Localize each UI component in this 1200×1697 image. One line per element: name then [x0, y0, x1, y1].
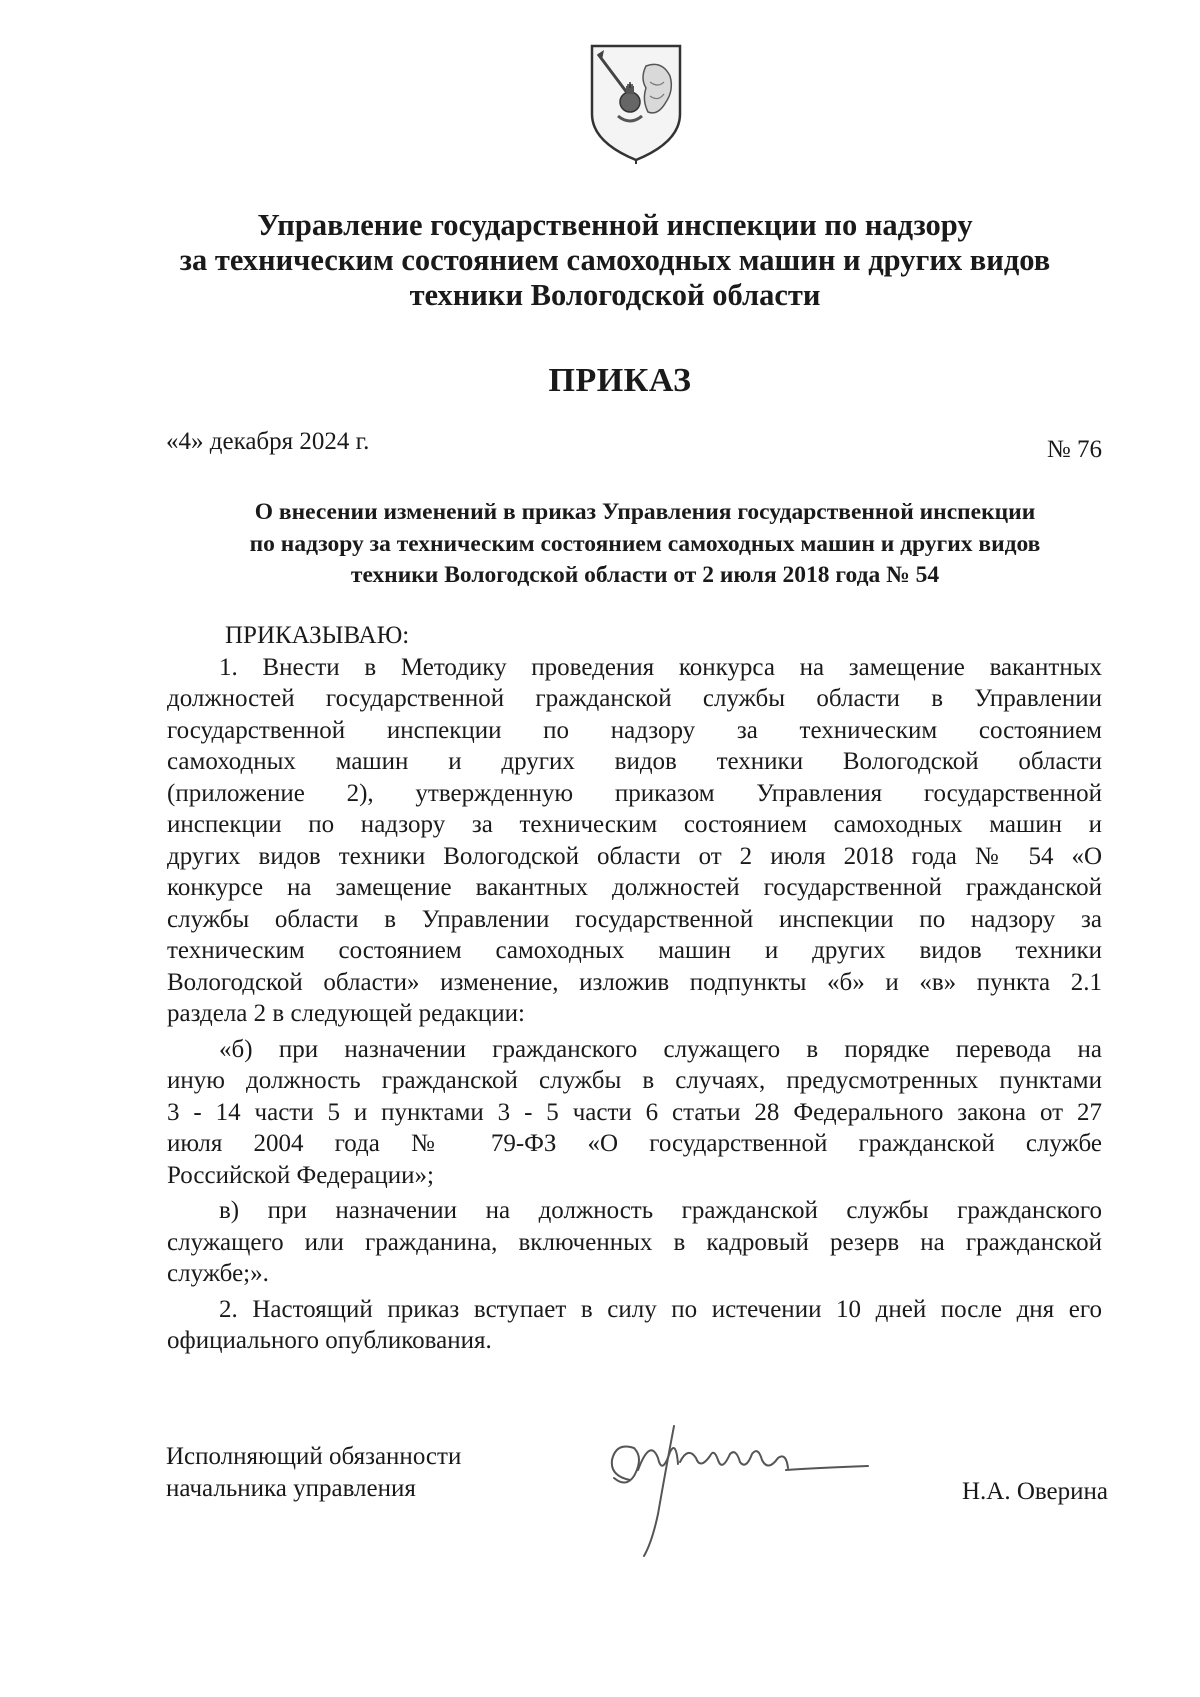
- item1-line: службы области в Управлении государственной инспекции по надзору за: [167, 905, 1102, 933]
- document-number: № 76: [1046, 436, 1102, 463]
- sub-v-line: в) при назначении на должность гражданской службы гражданского: [219, 1197, 1102, 1224]
- item1-line: раздела 2 в следующей редакции:: [167, 1000, 525, 1027]
- subject-line: по надзору за техническим состоянием самоходных машин и других видов: [249, 530, 1041, 557]
- item1-line: других видов техники Вологодской области от 2 июля 2018 года № 54 «О: [167, 842, 1102, 870]
- subject-line: О внесении изменений в приказ Управления государственной инспекции: [254, 499, 1036, 525]
- document-subject: [150, 497, 1140, 592]
- sub-v-line: служащего или гражданина, включенных в кадровый резерв на гражданской: [167, 1228, 1102, 1256]
- organization-name: [150, 208, 1080, 313]
- item2-line: официального опубликования.: [167, 1327, 492, 1354]
- coat-of-arms-icon: [588, 42, 684, 164]
- item1-line: техническим состоянием самоходных машин и других видов техники: [167, 937, 1102, 964]
- sub-v-line: службе;».: [167, 1260, 269, 1287]
- org-line: за техническим состоянием самоходных машин и других видов: [179, 243, 1051, 277]
- item1-line: 1. Внести в Методику проведения конкурса на замещение вакантных: [219, 653, 1102, 681]
- sub-b-line: июля 2004 года № 79-ФЗ «О государственной гражданской службе: [167, 1130, 1102, 1157]
- org-line: техники Вологодской области: [409, 278, 821, 312]
- sub-b-line: «б) при назначении гражданского служащего в порядке перевода на: [219, 1035, 1102, 1063]
- item1-line: конкурсе на замещение вакантных должностей государственной гражданской: [167, 874, 1102, 901]
- item2-line: 2. Настоящий приказ вступает в силу по истечении 10 дней после дня его: [219, 1295, 1102, 1323]
- signatory-title: [166, 1441, 461, 1505]
- document-body: [167, 620, 1102, 1357]
- sub-b-line: иную должность гражданской службы в случаях, предусмотренных пунктами: [167, 1067, 1102, 1094]
- signatory-title-line: Исполняющий обязанности: [166, 1443, 462, 1470]
- item1-line: государственной инспекции по надзору за техническим состоянием: [167, 716, 1102, 744]
- document-date: «4» декабря 2024 г.: [166, 428, 370, 455]
- item1-line: Вологодской области» изменение, изложив подпункты «б» и «в» пункта 2.1: [167, 968, 1102, 996]
- document-type-title: ПРИКАЗ: [548, 362, 692, 399]
- item1-line: должностей государственной гражданской службы области в Управлении: [167, 685, 1102, 712]
- subject-line: техники Вологодской области от 2 июля 2018 года № 54: [350, 562, 940, 588]
- item1-line: инспекции по надзору за техническим состоянием самоходных машин и: [167, 811, 1102, 838]
- item1-line: самоходных машин и других видов техники Вологодской области: [167, 748, 1102, 775]
- handwritten-signature: [600, 1418, 870, 1568]
- item1-line: (приложение 2), утвержденную приказом Управления государственной: [167, 779, 1102, 807]
- sub-b-line: Российской Федерации»;: [167, 1161, 434, 1189]
- sub-b-line: 3 - 14 части 5 и пунктами 3 - 5 части 6 статьи 28 Федерального закона от 27: [167, 1098, 1102, 1126]
- org-line: Управление государственной инспекции по надзору: [257, 208, 973, 242]
- signatory-title-line: начальника управления: [166, 1475, 416, 1502]
- signatory-name: Н.А. Оверина: [961, 1478, 1108, 1505]
- order-word: ПРИКАЗЫВАЮ:: [225, 622, 410, 649]
